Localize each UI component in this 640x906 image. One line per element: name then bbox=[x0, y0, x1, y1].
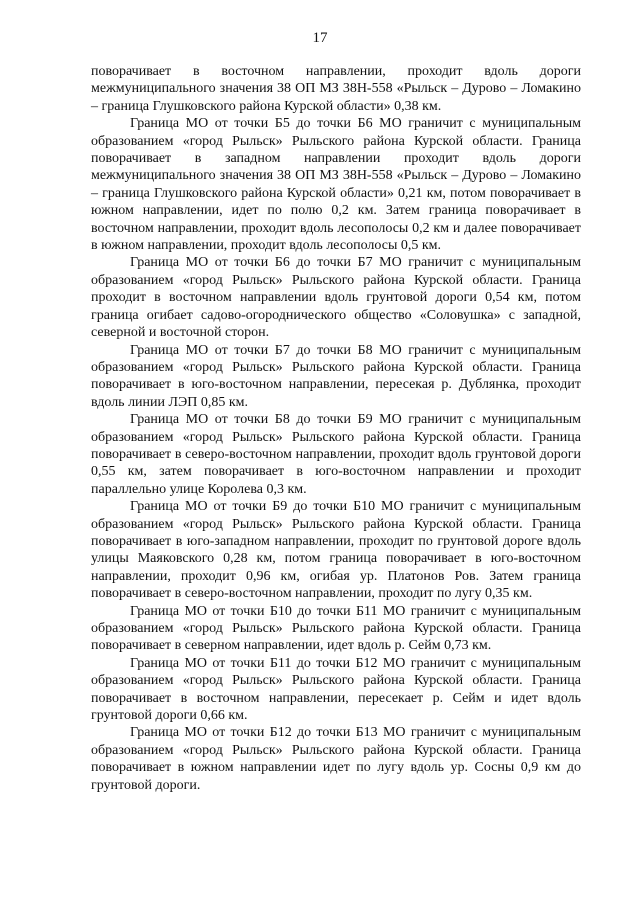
document-body bbox=[91, 63, 581, 794]
paragraph-b5-b6: Граница МО от точки Б5 до точки Б6 МО граничит с муниципальным образованием «город Рыльск» Рыльского района Курской области. Граница поворачивает в западном направлении проходит вдоль дороги межмуниципального значения 38 ОП МЗ 38Н-558 «Рыльск – Дурово – Ломакино – граница Глушковского района Курской области» 0,21 км, потом поворачивает в южном направлении, идет по полю 0,2 км. Затем граница поворачивает в восточном направлении, проходит вдоль лесополосы 0,2 км и далее поворачивает в южном направлении, проходит вдоль лесополосы 0,5 км. bbox=[91, 116, 581, 254]
paragraph-b11-b12: Граница МО от точки Б11 до точки Б12 МО граничит с муниципальным образованием «город Рыльск» Рыльского района Курской области. Граница поворачивает в восточном направлении, пересекает р. Сейм и идет вдоль грунтовой дороги 0,66 км. bbox=[91, 655, 581, 724]
paragraph-b7-b8: Граница МО от точки Б7 до точки Б8 МО граничит с муниципальным образованием «город Рыльск» Рыльского района Курской области. Граница поворачивает в юго-восточном направлении, пересекая р. Дублянка, проходит вдоль линии ЛЭП 0,85 км. bbox=[91, 342, 581, 410]
page-number: 17 bbox=[312, 30, 328, 46]
paragraph-continuation: поворачивает в восточном направлении, проходит вдоль дороги межмуниципального значения 38 ОП МЗ 38Н-558 «Рыльск – Дурово – Ломакино – граница Глушковского района Курской области» 0,38 км. bbox=[91, 64, 581, 114]
paragraph-b12-b13: Граница МО от точки Б12 до точки Б13 МО граничит с муниципальным образованием «город Рыльск» Рыльского района Курской области. Граница поворачивает в южном направлении идет по лугу вдоль ур. Сосны 0,9 км до грунтовой дороги. bbox=[91, 725, 581, 793]
paragraph-b6-b7: Граница МО от точки Б6 до точки Б7 МО граничит с муниципальным образованием «город Рыльск» Рыльского района Курской области. Граница проходит в восточном направлении вдоль грунтовой дороги 0,54 км, потом граница огибает садово-огороднического общество «Соловушка» с западной, северной и восточной сторон. bbox=[91, 255, 581, 341]
paragraph-b9-b10: Граница МО от точки Б9 до точки Б10 МО граничит с муниципальным образованием «город Рыльск» Рыльского района Курской области. Граница поворачивает в юго-западном направлении, проходит по грунтовой дороге вдоль улицы Маяковского 0,28 км, потом граница поворачивает в юго-восточном направлении, проходит 0,96 км, огибая ур. Платонов Ров. Затем граница поворачивает в северо-восточном направлении, проходит по лугу 0,35 км. bbox=[91, 499, 581, 602]
paragraph-b10-b11: Граница МО от точки Б10 до точки Б11 МО граничит с муниципальным образованием «город Рыльск» Рыльского района Курской области. Граница поворачивает в северном направлении, идет вдоль р. Сейм 0,73 км. bbox=[91, 603, 581, 654]
paragraph-b8-b9: Граница МО от точки Б8 до точки Б9 МО граничит с муниципальным образованием «город Рыльск» Рыльского района Курской области. Граница поворачивает в северо-восточном направлении, проходит вдоль грунтовой дороги 0,55 км, затем поворачивает в юго-восточном направлении и проходит параллельно улице Королева 0,3 км. bbox=[91, 412, 581, 497]
